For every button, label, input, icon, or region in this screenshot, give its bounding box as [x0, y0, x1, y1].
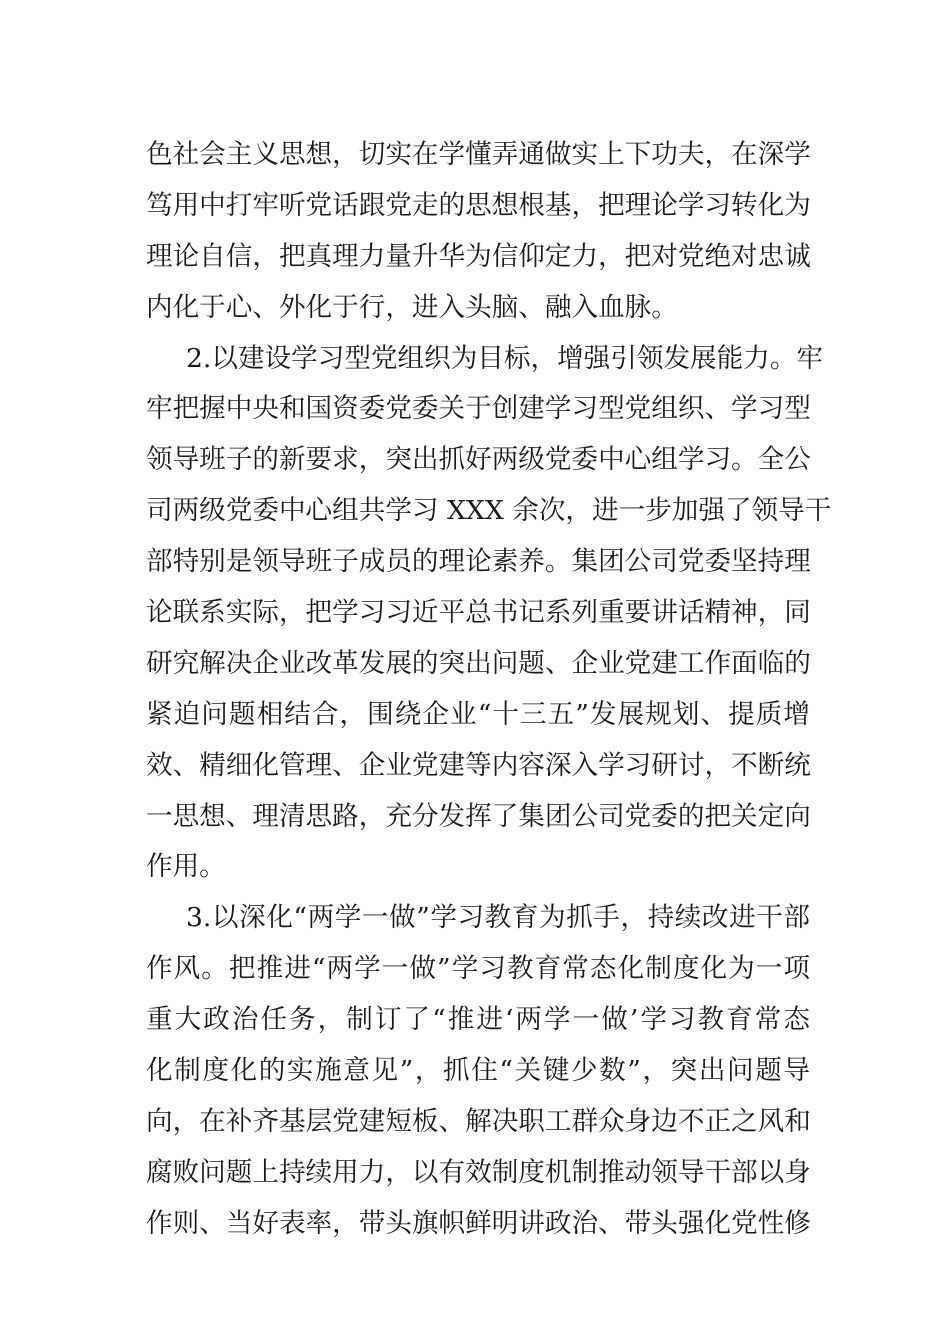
text-line: 笃用中打牢听党话跟党走的思想根基，把理论学习转化为: [146, 189, 811, 221]
text-line: 腐败问题上持续用力，以有效制度机制推动领导干部以身: [146, 1156, 811, 1188]
text-line: 司两级党委中心组共学习 XXX 余次，进一步加强了领导干: [146, 495, 832, 527]
text-line: 内化于心、外化于行，进入头脑、融入血脉。: [146, 291, 678, 323]
text-line: 牢把握中央和国资委党委关于创建学习型党组织、学习型: [146, 393, 811, 425]
text-line: 作则、当好表率，带头旗帜鲜明讲政治、带头强化党性修: [146, 1207, 811, 1239]
text-line: 一思想、理清思路，充分发挥了集团公司党委的把关定向: [146, 800, 811, 832]
text-line: 作用。: [146, 851, 226, 883]
text-line: 研究解决企业改革发展的突出问题、企业党建工作面临的: [146, 647, 811, 679]
text-line: 部特别是领导班子成员的理论素养。集团公司党委坚持理: [146, 546, 811, 578]
text-line: 作风。把推进“两学一做”学习教育常态化制度化为一项: [146, 953, 810, 985]
body-text: [146, 130, 832, 1250]
text-line: 领导班子的新要求，突出抓好两级党委中心组学习。全公: [146, 444, 811, 476]
text-line: 理论自信，把真理力量升华为信仰定力，把对党绝对忠诚: [146, 240, 811, 272]
text-line: 向，在补齐基层党建短板、解决职工群众身边不正之风和: [146, 1105, 811, 1137]
text-line: 论联系实际，把学习习近平总书记系列重要讲话精神，同: [146, 597, 811, 629]
text-line: 化制度化的实施意见”，抓住“关键少数”，突出问题导: [146, 1055, 810, 1087]
paragraph-first-line: 3.以深化“两学一做”学习教育为抓手，持续改进干部: [186, 902, 810, 934]
text-line: 效、精细化管理、企业党建等内容深入学习研讨，不断统: [146, 749, 811, 781]
paragraph-first-line: 2.以建设学习型党组织为目标，增强引领发展能力。牢: [186, 342, 824, 374]
text-line: 紧迫问题相结合，围绕企业“十三五”发展规划、提质增: [146, 698, 810, 730]
text-line: 重大政治任务，制订了“推进‘两学一做’学习教育常态: [146, 1004, 810, 1036]
text-line: 色社会主义思想，切实在学懂弄通做实上下功夫，在深学: [146, 139, 811, 170]
